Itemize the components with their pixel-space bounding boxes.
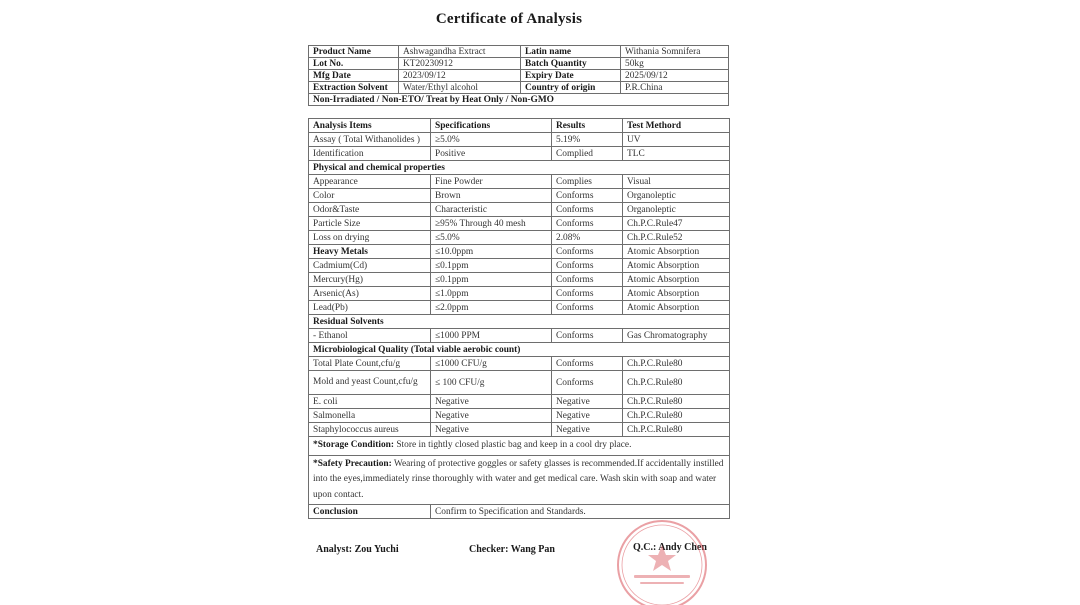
storage-text: Store in tightly closed plastic bag and keep in a cool dry place. [394, 440, 632, 450]
specification: ≤1000 CFU/g [431, 357, 552, 371]
result: Negative [552, 409, 623, 423]
analysis-row [309, 301, 730, 315]
specification: ≥95% Through 40 mesh [431, 217, 552, 231]
checker-signature: Checker: Wang Pan [469, 544, 555, 555]
specification: ≤0.1ppm [431, 259, 552, 273]
analysis-item: Cadmium(Cd) [309, 259, 431, 273]
analysis-row [309, 409, 730, 423]
specification: ≤1000 PPM [431, 329, 552, 343]
storage-row [309, 437, 730, 456]
product-field-value: KT20230912 [399, 58, 521, 70]
product-field-label: Latin name [521, 46, 621, 58]
product-field-label: Product Name [309, 46, 399, 58]
analysis-row [309, 189, 730, 203]
analysis-row [309, 147, 730, 161]
product-field-label: Expiry Date [521, 70, 621, 82]
analysis-item: Odor&Taste [309, 203, 431, 217]
test-method: Atomic Absorption [623, 301, 730, 315]
analysis-row [309, 357, 730, 371]
safety-row [309, 455, 730, 505]
safety-text: Wearing of protective goggles or safety glasses is recommended.If accidentally instilled into the eyes,immediately rinse thoroughly with water and get medical care. Wash skin with soap and water upon contact. [313, 458, 724, 500]
test-method: Ch.P.C.Rule80 [623, 423, 730, 437]
analysis-item: Appearance [309, 175, 431, 189]
analysis-row [309, 273, 730, 287]
specification: ≤2.0ppm [431, 301, 552, 315]
product-field-value: Water/Ethyl alcohol [399, 82, 521, 94]
product-info-table [308, 45, 729, 106]
column-header: Test Methord [623, 119, 730, 133]
analysis-row [309, 371, 730, 395]
result: Conforms [552, 189, 623, 203]
heavy-metals-row [309, 245, 730, 259]
analysis-row [309, 203, 730, 217]
specification: ≥5.0% [431, 133, 552, 147]
analysis-row [309, 395, 730, 409]
result: Conforms [552, 245, 623, 259]
analysis-row [309, 423, 730, 437]
safety-label: *Safety Precaution: [313, 458, 392, 469]
result: 5.19% [552, 133, 623, 147]
specification: Fine Powder [431, 175, 552, 189]
result: Conforms [552, 357, 623, 371]
result: Complied [552, 147, 623, 161]
qc-signature: Q.C.: Andy Chen [633, 542, 707, 553]
analysis-row [309, 133, 730, 147]
residual-section-row [309, 315, 730, 329]
section-title: Microbiological Quality (Total viable aerobic count) [309, 343, 730, 357]
analysis-table [308, 118, 730, 519]
analysis-row [309, 259, 730, 273]
analysis-item: - Ethanol [309, 329, 431, 343]
analysis-header-row [309, 119, 730, 133]
test-method: Atomic Absorption [623, 287, 730, 301]
analysis-item: Loss on drying [309, 231, 431, 245]
specification: Negative [431, 423, 552, 437]
test-method: Gas Chromatography [623, 329, 730, 343]
test-method: Ch.P.C.Rule80 [623, 357, 730, 371]
specification: Negative [431, 395, 552, 409]
analysis-item: Mercury(Hg) [309, 273, 431, 287]
product-field-value: 2025/09/12 [621, 70, 729, 82]
analysis-row [309, 231, 730, 245]
result: Conforms [552, 287, 623, 301]
test-method: Ch.P.C.Rule80 [623, 371, 730, 395]
analysis-row [309, 287, 730, 301]
specification: Characteristic [431, 203, 552, 217]
specification: Negative [431, 409, 552, 423]
test-method: UV [623, 133, 730, 147]
result: Conforms [552, 217, 623, 231]
specification: Brown [431, 189, 552, 203]
product-field-label: Lot No. [309, 58, 399, 70]
result: Conforms [552, 371, 623, 395]
storage-label: *Storage Condition: [313, 440, 394, 450]
section-title: Physical and chemical properties [309, 161, 730, 175]
document-title: Certificate of Analysis [435, 11, 583, 27]
result: Conforms [552, 301, 623, 315]
test-method: Ch.P.C.Rule52 [623, 231, 730, 245]
analysis-item: Staphylococcus aureus [309, 423, 431, 437]
product-compliance-note: Non-Irradiated / Non-ETO/ Treat by Heat Only / Non-GMO [309, 94, 729, 106]
specification: ≤0.1ppm [431, 273, 552, 287]
specification: ≤10.0ppm [431, 245, 552, 259]
conclusion-label: Conclusion [309, 505, 431, 519]
product-info-row [309, 58, 729, 70]
physical-section-row [309, 161, 730, 175]
analysis-item: Lead(Pb) [309, 301, 431, 315]
analysis-row [309, 175, 730, 189]
result: Conforms [552, 203, 623, 217]
specification: ≤ 100 CFU/g [431, 371, 552, 395]
test-method: TLC [623, 147, 730, 161]
test-method: Visual [623, 175, 730, 189]
product-info-row [309, 82, 729, 94]
analyst-signature: Analyst: Zou Yuchi [316, 544, 399, 555]
analysis-item: Identification [309, 147, 431, 161]
test-method: Ch.P.C.Rule47 [623, 217, 730, 231]
analysis-item: Mold and yeast Count,cfu/g [309, 371, 431, 395]
safety-precaution [309, 455, 730, 505]
analysis-row [309, 329, 730, 343]
analysis-item: Salmonella [309, 409, 431, 423]
analysis-item: Assay ( Total Withanolides ) [309, 133, 431, 147]
result: 2.08% [552, 231, 623, 245]
result: Conforms [552, 273, 623, 287]
product-field-label: Country of origin [521, 82, 621, 94]
specification: ≤5.0% [431, 231, 552, 245]
specification: ≤1.0ppm [431, 287, 552, 301]
product-field-value: Withania Somnifera [621, 46, 729, 58]
test-method: Organoleptic [623, 203, 730, 217]
analysis-item: E. coli [309, 395, 431, 409]
product-field-value: 50kg [621, 58, 729, 70]
section-title: Residual Solvents [309, 315, 730, 329]
result: Conforms [552, 329, 623, 343]
product-field-label: Mfg Date [309, 70, 399, 82]
product-info-row [309, 70, 729, 82]
column-header: Specifications [431, 119, 552, 133]
analysis-item: Color [309, 189, 431, 203]
product-field-label: Batch Quantity [521, 58, 621, 70]
result: Negative [552, 423, 623, 437]
result: Negative [552, 395, 623, 409]
test-method: Organoleptic [623, 189, 730, 203]
specification: Positive [431, 147, 552, 161]
micro-section-row [309, 343, 730, 357]
column-header: Results [552, 119, 623, 133]
analysis-item: Particle Size [309, 217, 431, 231]
product-field-value: 2023/09/12 [399, 70, 521, 82]
result: Complies [552, 175, 623, 189]
storage-condition [309, 437, 730, 456]
result: Conforms [552, 259, 623, 273]
test-method: Ch.P.C.Rule80 [623, 395, 730, 409]
column-header: Analysis Items [309, 119, 431, 133]
product-field-value: P.R.China [621, 82, 729, 94]
test-method: Atomic Absorption [623, 259, 730, 273]
analysis-item: Heavy Metals [309, 245, 431, 259]
analysis-row [309, 217, 730, 231]
product-note-row [309, 94, 729, 106]
test-method: Atomic Absorption [623, 273, 730, 287]
company-seal-stamp [612, 515, 722, 605]
product-field-label: Extraction Solvent [309, 82, 399, 94]
product-info-row [309, 46, 729, 58]
test-method: Atomic Absorption [623, 245, 730, 259]
product-field-value: Ashwagandha Extract [399, 46, 521, 58]
test-method: Ch.P.C.Rule80 [623, 409, 730, 423]
analysis-item: Total Plate Count,cfu/g [309, 357, 431, 371]
conclusion-text: Confirm to Specification and Standards. [431, 505, 730, 519]
analysis-item: Arsenic(As) [309, 287, 431, 301]
